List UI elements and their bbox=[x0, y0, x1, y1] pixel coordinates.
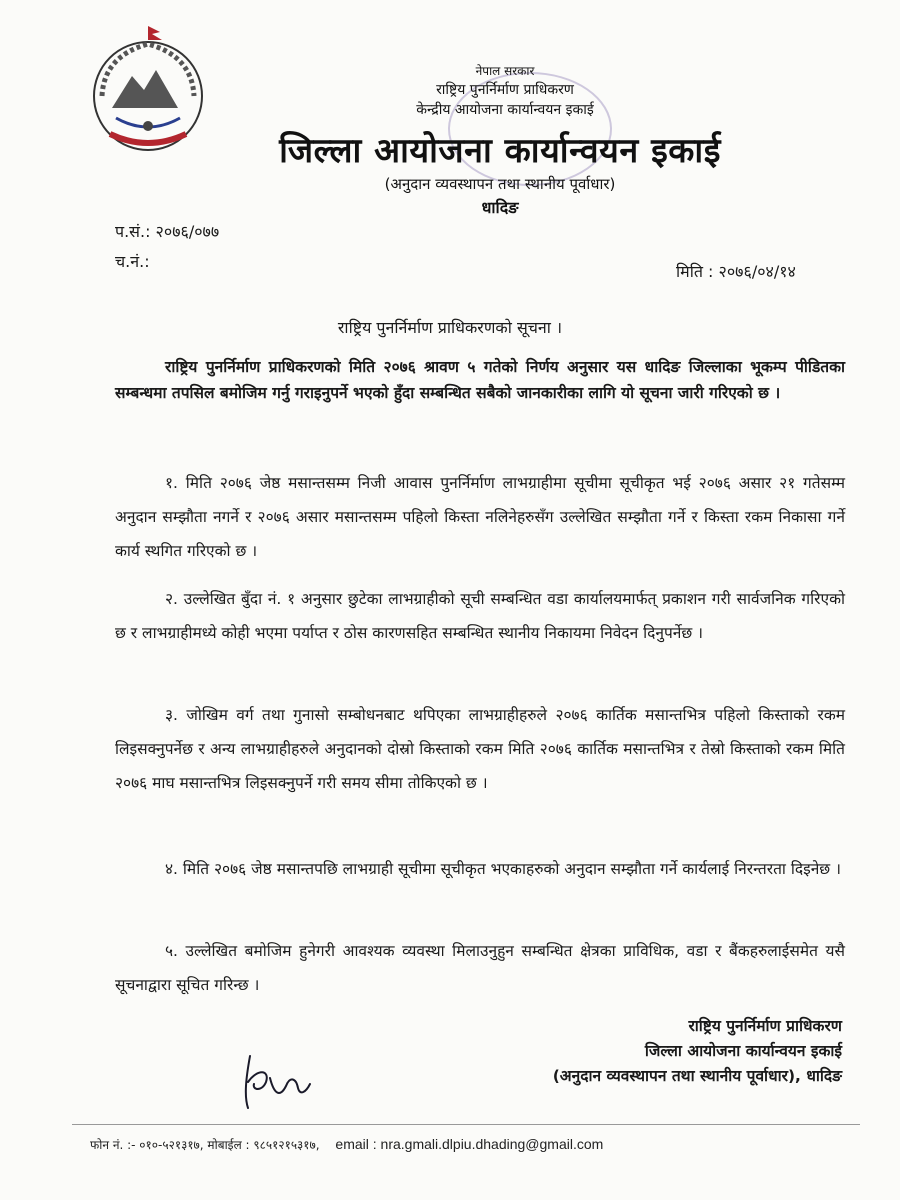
footer-email: email : nra.gmali.dlpiu.dhading@gmail.com bbox=[335, 1136, 604, 1152]
notice-item-2: २. उल्लेखित बुँदा नं. १ अनुसार छुटेका लाभग्राहीको सूची सम्बन्धित वडा कार्यालयमार्फत् प्रकाशन गरी सार्वजनिक गरिएको छ र लाभग्राहीमध्ये कोही भएमा पर्याप्त र ठोस कारणसहित सम्बन्धित स्थानीय निकायमा निवेदन दिनुपर्नेछ । bbox=[115, 590, 845, 642]
reference-number: प.सं.: २०७६/०७७ bbox=[115, 222, 220, 241]
office-subtitle: (अनुदान व्यवस्थापन तथा स्थानीय पूर्वाधार) bbox=[384, 175, 616, 193]
signatory-subtitle: (अनुदान व्यवस्थापन तथा स्थानीय पूर्वाधार), धादिङ bbox=[552, 1067, 842, 1085]
notice-item-1: १. मिति २०७६ जेष्ठ मसान्तसम्म निजी आवास पुनर्निर्माण लाभग्राहीमा सूचीमा सूचीकृत भई २०७६ असार २१ गतेसम्म अनुदान सम्झौता नगर्ने र २०७६ असार मसान्तसम्म पहिलो किस्ता नलिनेहरुसँग उल्लेखित सम्झौता गर्ने र किस्ता रकम निकासा गर्ने कार्य स्थगित गरिएको छ । bbox=[115, 474, 845, 560]
signatory-authority: राष्ट्रिय पुनर्निर्माण प्राधिकरण bbox=[688, 1017, 842, 1035]
authority-name: राष्ट्रिय पुनर्निर्माण प्राधिकरण bbox=[436, 82, 574, 98]
notice-intro: राष्ट्रिय पुनर्निर्माण प्राधिकरणको मिति २०७६ श्रावण ५ गतेको निर्णय अनुसार यस धादिङ जिल्लाका भूकम्प पीडितका सम्बन्धमा तपसिल बमोजिम गर्नु गराइनुपर्ने भएको हुँदा सम्बन्धित सबैको जानकारीका लागि यो सूचना जारी गरिएको छ । bbox=[115, 358, 845, 402]
notice-title: राष्ट्रिय पुनर्निर्माण प्राधिकरणको सूचना । bbox=[337, 318, 563, 337]
signatory-office: जिल्ला आयोजना कार्यान्वयन इकाई bbox=[644, 1042, 842, 1060]
handwritten-signature bbox=[236, 1048, 316, 1114]
dispatch-number: च.नं.: bbox=[115, 252, 150, 271]
footer-contact bbox=[90, 1136, 603, 1153]
footer-divider bbox=[72, 1124, 860, 1125]
notice-item-3: ३. जोखिम वर्ग तथा गुनासो सम्बोधनबाट थपिएका लाभग्राहीहरुले २०७६ कार्तिक मसान्तभित्र पहिलो किस्ताको रकम लिइसक्नुपर्नेछ र अन्य लाभग्राहीहरुले अनुदानको दोस्रो किस्ताको रकम मिति २०७६ कार्तिक मसान्तभित्र र तेस्रो किस्ताको रकम मिति २०७६ माघ मसान्तभित्र लिइसक्नुपर्ने गरी समय सीमा तोकिएको छ । bbox=[115, 706, 845, 792]
notice-item-5: ५. उल्लेखित बमोजिम हुनेगरी आवश्यक व्यवस्था मिलाउनुहुन सम्बन्धित क्षेत्रका प्राविधिक, वडा र बैंकहरुलाईसमेत यसै सूचनाद्वारा सूचित गरिन्छ । bbox=[115, 942, 845, 994]
letter-date: मिति : २०७६/०४/१४ bbox=[676, 262, 796, 281]
footer-phone: फोन नं. :- ०१०-५२१३१७, मोबाईल : ९८५१२१५३१७, bbox=[90, 1138, 320, 1152]
notice-item-4: ४. मिति २०७६ जेष्ठ मसान्तपछि लाभग्राही सूचीमा सूचीकृत भएकाहरुको अनुदान सम्झौता गर्ने कार्यलाई निरन्तरता दिइनेछ । bbox=[165, 860, 841, 878]
central-unit-name: केन्द्रीय आयोजना कार्यान्वयन इकाई bbox=[416, 102, 594, 118]
office-title: जिल्ला आयोजना कार्यान्वयन इकाई bbox=[279, 131, 721, 171]
signatory-block bbox=[553, 1014, 842, 1089]
office-location: धादिङ bbox=[481, 198, 519, 217]
government-label: नेपाल सरकार bbox=[475, 64, 535, 78]
